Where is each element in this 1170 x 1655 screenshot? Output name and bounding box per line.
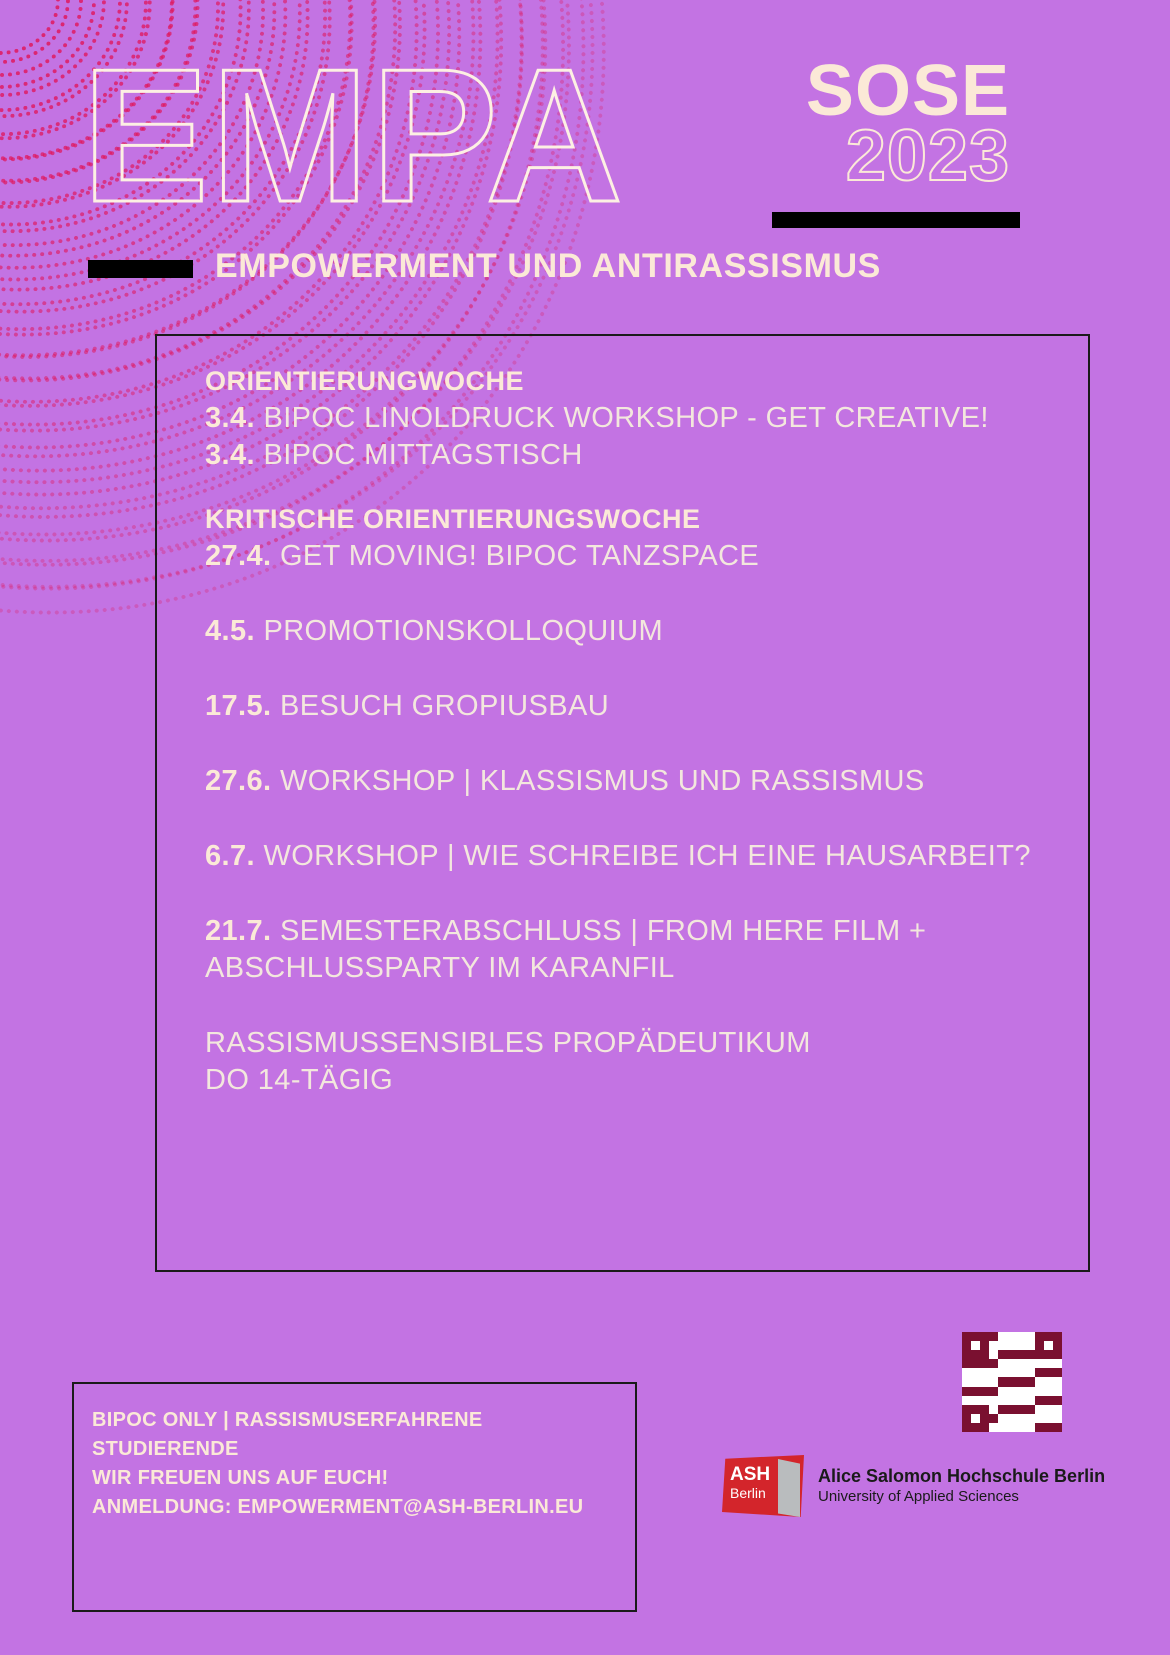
qr-code-icon[interactable] (962, 1332, 1062, 1432)
spacer (205, 987, 1088, 1025)
black-bar-left (88, 260, 193, 278)
program-entry (205, 838, 1088, 875)
entry-text: GET MOVING! BIPOC TANZSPACE (279, 540, 760, 572)
entry-text: BIPOC LINOLDRUCK WORKSHOP - GET CREATIVE! (263, 402, 989, 434)
university-name: Alice Salomon Hochschule Berlin (818, 1466, 1106, 1486)
entry-date: 6.7. (205, 840, 255, 872)
entry-text: PROMOTIONSKOLLOQUIUM (263, 615, 663, 647)
spacer (205, 650, 1088, 688)
ash-mark-line1: ASH (730, 1464, 771, 1485)
entry-date: 3.4. (205, 439, 255, 471)
term-season: SOSE (805, 51, 1010, 131)
section-heading: KRITISCHE ORIENTIERUNGSWOCHE (205, 504, 701, 534)
entry-text: WORKSHOP | WIE SCHREIBE ICH EINE HAUSARBEIT? (263, 840, 1031, 872)
entry-date: 21.7. (205, 915, 272, 947)
section-heading: ORIENTIERUNGWOCHE (205, 366, 524, 396)
program-entry (205, 400, 1088, 437)
entry-text: BESUCH GROPIUSBAU (279, 690, 610, 722)
university-tagline: University of Applied Sciences (818, 1488, 1019, 1505)
page-subtitle: EMPOWERMENT UND ANTIRASSISMUS (215, 247, 881, 285)
program-box (155, 334, 1090, 1272)
term-badge (805, 51, 1010, 196)
term-year: 2023 (845, 116, 1010, 196)
entry-date: 27.6. (205, 765, 272, 797)
program-entry (205, 613, 1088, 650)
program-entry (205, 913, 1088, 987)
footer-line-audience: BIPOC ONLY | RASSISMUSERFAHRENE STUDIERENDE (92, 1409, 483, 1460)
footer-line-welcome: WIR FREUEN UNS AUF EUCH! (92, 1467, 389, 1489)
entry-date: 3.4. (205, 402, 255, 434)
program-entry (205, 1062, 1088, 1099)
spacer (205, 725, 1088, 763)
spacer (205, 875, 1088, 913)
footer-box (72, 1382, 637, 1612)
footer-line-contact: ANMELDUNG: EMPOWERMENT@ASH-BERLIN.EU (92, 1496, 584, 1518)
black-bar-right (772, 212, 1020, 228)
ash-mark-line2: Berlin (730, 1485, 766, 1501)
ash-logo-text (818, 1465, 1105, 1507)
program-entry (205, 1025, 1088, 1062)
entry-text: DO 14-TÄGIG (205, 1064, 394, 1096)
program-entry (205, 538, 1088, 575)
ash-logo (722, 1455, 1105, 1517)
entry-date: 17.5. (205, 690, 272, 722)
program-entry (205, 688, 1088, 725)
entry-text: BIPOC MITTAGSTISCH (263, 439, 583, 471)
entry-date: 4.5. (205, 615, 255, 647)
spacer (205, 474, 1088, 504)
entry-text: SEMESTERABSCHLUSS | FROM HERE FILM + ABSCHLUSSPARTY IM KARANFIL (205, 915, 927, 984)
program-entry (205, 763, 1088, 800)
program-entry (205, 437, 1088, 474)
ash-mark-icon (722, 1455, 804, 1517)
entry-text: WORKSHOP | KLASSISMUS UND RASSISMUS (279, 765, 925, 797)
poster-header (0, 22, 1170, 302)
spacer (205, 800, 1088, 838)
entry-date: 27.4. (205, 540, 272, 572)
page-title: EMPA (82, 30, 625, 242)
entry-text: RASSISMUSSENSIBLES PROPÄDEUTIKUM (205, 1027, 811, 1059)
spacer (205, 575, 1088, 613)
